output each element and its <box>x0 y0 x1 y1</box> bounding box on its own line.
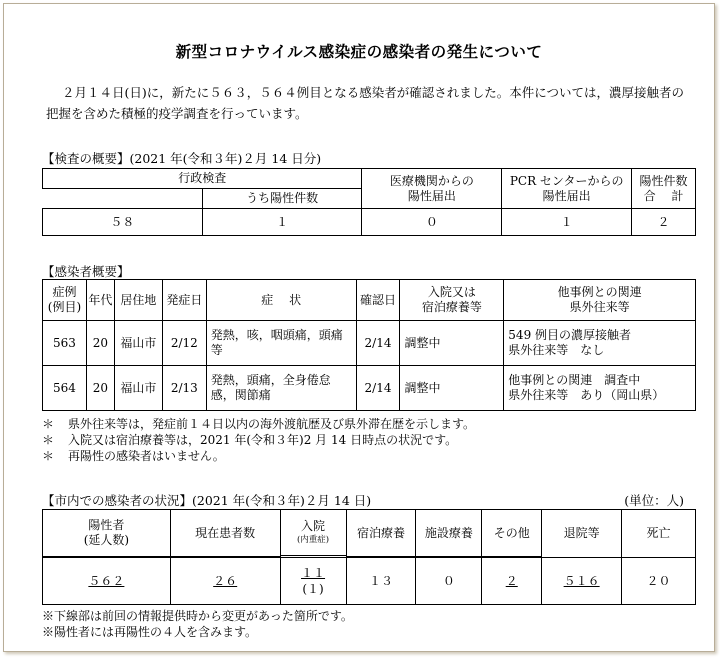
footnotes <box>42 608 353 640</box>
inspection-heading: 【検査の概要】(2021 年(令和３年)２月 14 日分) <box>42 151 322 166</box>
case-hospitalization: 調整中 <box>400 321 504 366</box>
header-age: 年代 <box>86 280 114 321</box>
header-discharged: 退院等 <box>542 510 622 558</box>
table-row <box>43 558 696 605</box>
header-hospitalized: 入院 (内重症) <box>280 510 346 556</box>
value-discharged: ５１６ <box>542 558 622 605</box>
table-row <box>43 366 696 411</box>
page-title: 新型コロナウイルス感染症の感染者の発生について <box>175 42 543 61</box>
table-row <box>43 510 696 556</box>
document-page <box>3 3 715 652</box>
header-current-patients: 現在患者数 <box>170 510 280 557</box>
notes-list <box>42 416 475 464</box>
case-confirmed: 2/14 <box>356 321 400 366</box>
header-facility: 施設療養 <box>416 510 482 557</box>
note-item: ＊ 再陽性の感染者はいません。 <box>42 449 225 463</box>
case-number: 564 <box>43 366 87 411</box>
table-row <box>43 321 696 366</box>
table-row <box>43 169 696 189</box>
city-heading: 【市内での感染者の状況】(2021 年(令和３年)２月 14 日) <box>42 493 372 508</box>
table-row <box>43 280 696 321</box>
unit-label: (単位：人) <box>624 493 684 508</box>
header-admin-blank <box>43 189 203 209</box>
table-row <box>43 209 696 236</box>
footnote-item: ※下線部は前回の情報提供時から変更があった箇所です。 <box>42 609 353 623</box>
value-hospitalized: １１ (１) <box>280 558 346 605</box>
footnote-item: ※陽性者には再陽性の４人を含みます。 <box>42 625 258 639</box>
case-hospitalization: 調整中 <box>400 366 504 411</box>
case-symptoms: 発熱，頭痛，全身倦怠 感，関節痛 <box>206 366 356 411</box>
header-case: 症例 (例目) <box>43 280 87 321</box>
value-pcr: １ <box>502 209 632 236</box>
value-other: ２ <box>482 558 542 605</box>
case-onset: 2/12 <box>162 321 206 366</box>
case-age: 20 <box>86 366 114 411</box>
header-other: その他 <box>482 510 542 557</box>
header-residence: 居住地 <box>114 280 162 321</box>
value-total: ２ <box>632 209 696 236</box>
note-item: ＊ 県外往来等は，発症前１４日以内の海外渡航歴及び県外滞在歴を示します。 <box>42 417 476 431</box>
header-admin-positive: うち陽性件数 <box>202 189 362 209</box>
value-lodging: １３ <box>346 558 416 605</box>
header-admin-test: 行政検査 <box>43 169 362 189</box>
header-lodging: 宿泊療養 <box>346 510 416 557</box>
city-status-table <box>42 509 696 605</box>
cases-table <box>42 279 696 411</box>
header-death: 死亡 <box>622 510 696 558</box>
value-death: ２０ <box>622 558 696 605</box>
header-onset: 発症日 <box>162 280 206 321</box>
header-total: 陽性件数 合 計 <box>632 169 696 209</box>
case-onset: 2/13 <box>162 366 206 411</box>
value-positive: ５６２ <box>43 558 171 605</box>
case-residence: 福山市 <box>114 321 162 366</box>
value-admin-positive: １ <box>202 209 362 236</box>
case-confirmed: 2/14 <box>356 366 400 411</box>
note-item: ＊ 入院又は宿泊療養等は，2021 年(令和３年)2 月 14 日時点の状況です。 <box>42 433 458 447</box>
inspection-table <box>42 168 696 236</box>
value-medical: ０ <box>362 209 502 236</box>
header-symptoms: 症 状 <box>206 280 356 321</box>
case-residence: 福山市 <box>114 366 162 411</box>
header-confirmed: 確認日 <box>356 280 400 321</box>
intro-paragraph: ２月１４日(日)に，新たに５６３，５６４例目となる感染者が確認されました。本件については，濃厚接触者の把握を含めた積極的疫学調査を行っています。 <box>46 85 685 121</box>
header-positive: 陽性者 (延人数) <box>43 510 171 557</box>
cases-heading: 【感染者概要】 <box>42 264 130 279</box>
case-relation: 他事例との関連 調査中 県外往来等 あり（岡山県） <box>504 366 696 411</box>
case-symptoms: 発熱，咳，咽頭痛，頭痛 等 <box>206 321 356 366</box>
case-age: 20 <box>86 321 114 366</box>
value-admin: ５８ <box>43 209 203 236</box>
header-relation: 他事例との関連 県外往来等 <box>504 280 696 321</box>
header-medical: 医療機関からの 陽性届出 <box>362 169 502 209</box>
header-hospitalization: 入院又は 宿泊療養等 <box>400 280 504 321</box>
case-relation: 549 例目の濃厚接触者 県外往来等 なし <box>504 321 696 366</box>
header-pcr: PCR センターからの 陽性届出 <box>502 169 632 209</box>
case-number: 563 <box>43 321 87 366</box>
value-facility: ０ <box>416 558 482 605</box>
value-current-patients: ２６ <box>170 558 280 605</box>
